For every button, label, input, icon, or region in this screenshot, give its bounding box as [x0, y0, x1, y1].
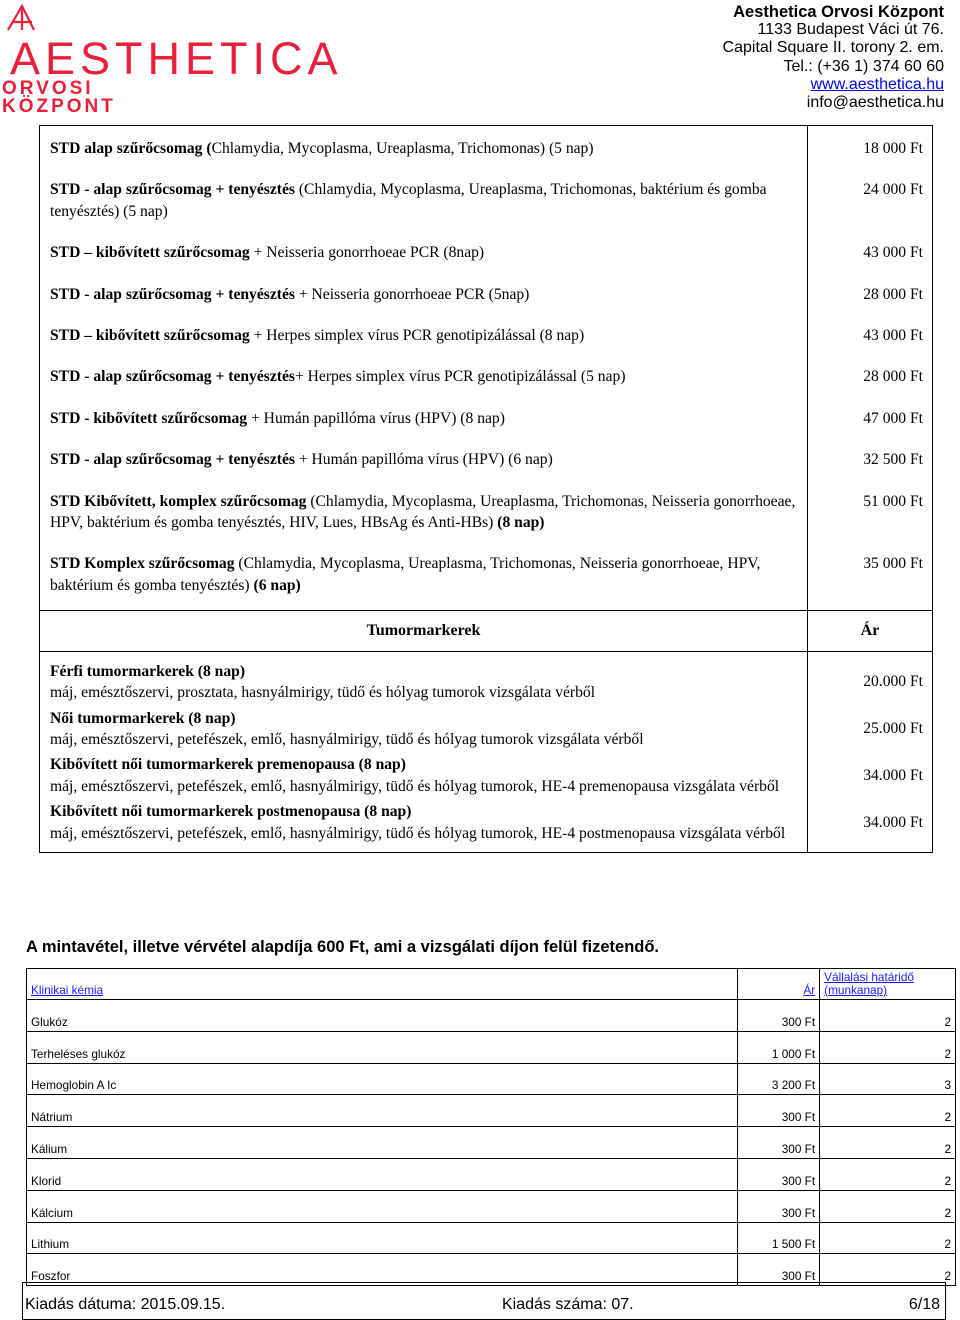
lab-test-deadline: 2	[820, 1222, 956, 1254]
clinic-phone: Tel.: (+36 1) 374 60 60	[783, 57, 944, 75]
std-package-row	[40, 397, 933, 438]
clinic-building: Capital Square II. torony 2. em.	[722, 39, 944, 57]
tumor-marker-scope: máj, emésztőszervi, petefészek, emlő, hasnyálmirigy, tüdő és hólyag tumorok vizsgálata vérből	[50, 730, 644, 748]
lab-test-name: Kálcium	[27, 1190, 738, 1222]
tumor-marker-description	[40, 799, 808, 852]
tumor-marker-row	[40, 752, 933, 799]
std-package-price: 24 000 Ft	[808, 168, 933, 231]
std-package-name: STD - alap szűrőcsomag + tenyésztés	[50, 285, 299, 303]
std-package-details: + Neisseria gonorrhoeae PCR (5nap)	[298, 285, 530, 303]
tumor-marker-scope: máj, emésztőszervi, petefészek, emlő, hasnyálmirigy, tüdő és hólyag tumorok, HE-4 premenopausa vizsgálata vérből	[50, 777, 780, 795]
lab-test-deadline: 2	[820, 1095, 956, 1127]
std-package-price: 35 000 Ft	[808, 542, 933, 610]
lab-test-deadline: 2	[820, 1127, 956, 1159]
lab-row	[27, 1190, 956, 1222]
lab-row	[27, 1127, 956, 1159]
footer-issue-date: Kiadás dátuma: 2015.09.15.	[25, 1296, 226, 1313]
lab-test-deadline: 2	[820, 1254, 956, 1286]
clinic-website-link[interactable]: www.aesthetica.hu	[810, 75, 944, 93]
std-package-name: STD – kibővített szűrőcsomag	[50, 327, 254, 345]
std-package-duration: (6 nap)	[253, 576, 301, 594]
logo-wordmark: AESTHETICA	[10, 33, 343, 84]
lab-row	[27, 1000, 956, 1032]
lab-test-name: Kálium	[27, 1127, 738, 1159]
lab-row	[27, 1158, 956, 1190]
std-package-price: 43 000 Ft	[808, 231, 933, 272]
tumor-marker-price: 25.000 Ft	[808, 706, 933, 753]
lab-test-deadline: 2	[820, 1158, 956, 1190]
aesthetica-logo	[0, 0, 343, 118]
std-package-details: Chlamydia, Mycoplasma, Ureaplasma, Trichomonas) (5 nap)	[211, 140, 594, 157]
tumor-section-title: Tumormarkerek	[40, 611, 808, 651]
std-package-name: STD - alap szűrőcsomag + tenyésztés	[50, 451, 299, 469]
clinic-address: 1133 Budapest Váci út 76.	[757, 21, 944, 39]
tumor-marker-description	[40, 651, 808, 705]
std-package-duration: (8 nap)	[497, 514, 545, 532]
std-package-name: STD – kibővített szűrőcsomag	[50, 244, 254, 262]
std-package-row	[40, 438, 933, 479]
lab-row	[27, 1254, 956, 1286]
tumor-marker-row	[40, 651, 933, 705]
std-tumor-price-table	[39, 125, 933, 853]
tumor-marker-name: Női tumormarkerek (8 nap)	[50, 709, 236, 727]
lab-test-price: 300 Ft	[738, 1000, 820, 1032]
std-package-description	[40, 438, 808, 479]
lab-test-price: 1 500 Ft	[738, 1222, 820, 1254]
lab-header-deadline: Vállalási határidő (munkanap)	[824, 970, 914, 997]
std-package-details: + Herpes simplex vírus PCR genotipizálással (5 nap)	[294, 368, 626, 386]
footer-issue-number: Kiadás száma: 07.	[502, 1296, 634, 1313]
tumor-marker-price: 34.000 Ft	[808, 799, 933, 852]
lab-header-price: Ár	[803, 983, 816, 997]
std-package-row	[40, 542, 933, 610]
std-package-name: STD Komplex szűrőcsomag	[50, 555, 239, 573]
lab-test-price: 300 Ft	[738, 1158, 820, 1190]
std-package-row	[40, 273, 933, 314]
lab-header-name: Klinikai kémia	[31, 983, 104, 997]
tumor-items-body	[40, 651, 933, 852]
std-package-name: STD - alap szűrőcsomag + tenyésztés	[50, 181, 299, 199]
lab-test-price: 300 Ft	[738, 1127, 820, 1159]
std-package-price: 51 000 Ft	[808, 480, 933, 543]
std-package-description	[40, 397, 808, 438]
std-package-name: STD Kibővített, komplex szűrőcsomag	[50, 492, 311, 510]
clinic-name: Aesthetica Orvosi Központ	[733, 3, 944, 21]
lab-test-deadline: 2	[820, 1031, 956, 1063]
lab-test-price: 3 200 Ft	[738, 1063, 820, 1095]
lab-row	[27, 1063, 956, 1095]
clinic-email: info@aesthetica.hu	[806, 94, 944, 112]
std-package-description	[40, 355, 808, 396]
sampling-fee-note: A mintavétel, illetve vérvétel alapdíja 600 Ft, ami a vizsgálati díjon felül fizetendő.	[26, 938, 660, 956]
contact-block	[723, 3, 944, 112]
tumor-marker-description	[40, 706, 808, 753]
lab-test-name: Klorid	[27, 1158, 738, 1190]
lab-test-name: Nátrium	[27, 1095, 738, 1127]
tumor-price-header: Ár	[808, 611, 933, 651]
lab-test-price: 300 Ft	[738, 1254, 820, 1286]
lab-test-name: Hemoglobin A Ic	[27, 1063, 738, 1095]
lab-header-row	[27, 969, 956, 1000]
std-package-row	[40, 314, 933, 355]
std-package-name: STD - alap szűrőcsomag + tenyésztés	[50, 368, 295, 386]
tumor-marker-price: 34.000 Ft	[808, 752, 933, 799]
tumor-marker-scope: máj, emésztőszervi, prosztata, hasnyálmirigy, tüdő és hólyag tumorok vizsgálata vérből	[50, 684, 596, 702]
tumor-marker-price: 20.000 Ft	[808, 651, 933, 705]
std-package-row	[40, 355, 933, 396]
std-package-price: 32 500 Ft	[808, 438, 933, 479]
tumor-marker-row	[40, 706, 933, 753]
std-package-description	[40, 542, 808, 610]
lab-test-name: Lithium	[27, 1222, 738, 1254]
lab-rows-body	[27, 1000, 956, 1286]
logo-crown-icon	[8, 6, 34, 30]
std-package-details: + Humán papillóma vírus (HPV) (6 nap)	[298, 451, 553, 469]
lab-test-deadline: 2	[820, 1190, 956, 1222]
logo-sub-orvosi: ORVOSI	[2, 78, 94, 99]
lab-test-name: Foszfor	[27, 1254, 738, 1286]
tumor-marker-row	[40, 799, 933, 852]
std-package-details: + Humán papillóma vírus (HPV) (8 nap)	[250, 409, 505, 427]
page-footer	[22, 1282, 946, 1320]
std-package-description	[40, 314, 808, 355]
std-package-description	[40, 126, 808, 169]
tumor-marker-name: Kibővített női tumormarkerek postmenopausa (8 nap)	[50, 803, 412, 821]
std-package-name: STD alap szűrőcsomag (	[50, 140, 212, 157]
std-package-price: 28 000 Ft	[808, 355, 933, 396]
lab-test-price: 300 Ft	[738, 1190, 820, 1222]
std-package-row	[40, 231, 933, 272]
lab-row	[27, 1031, 956, 1063]
std-package-details: (Chlamydia, Mycoplasma, Ureaplasma, Trichomonas, Neisseria gonorrhoeae, HPV, baktérium és gomba tenyésztés, HIV, Lues, HBsAg és Anti-HBs)	[50, 492, 796, 532]
lab-test-name: Terheléses glukóz	[27, 1031, 738, 1063]
lab-test-price: 1 000 Ft	[738, 1031, 820, 1063]
std-package-price: 47 000 Ft	[808, 397, 933, 438]
logo-sub-kozpont: KÖZPONT	[2, 96, 116, 117]
tumor-header-row	[40, 611, 933, 651]
std-package-name: STD - kibővített szűrőcsomag	[50, 409, 251, 427]
lab-test-deadline: 2	[820, 1000, 956, 1032]
footer-page-number: 6/18	[908, 1296, 940, 1313]
lab-test-deadline: 3	[820, 1063, 956, 1095]
clinical-chemistry-table	[26, 968, 956, 1286]
tumor-marker-name: Férfi tumormarkerek (8 nap)	[50, 662, 246, 680]
std-package-details: (Chlamydia, Mycoplasma, Ureaplasma, Trichomonas, baktérium és gomba tenyésztés) (5 nap)	[50, 181, 767, 220]
std-package-description	[40, 168, 808, 231]
lab-test-name: Glukóz	[27, 1000, 738, 1032]
std-package-details: + Neisseria gonorrhoeae PCR (8nap)	[253, 244, 485, 262]
std-package-price: 28 000 Ft	[808, 273, 933, 314]
std-package-price: 18 000 Ft	[808, 126, 933, 169]
std-package-details: + Herpes simplex vírus PCR genotipizálással (8 nap)	[253, 327, 585, 345]
lab-test-price: 300 Ft	[738, 1095, 820, 1127]
std-package-description	[40, 273, 808, 314]
std-package-row	[40, 480, 933, 543]
std-package-description	[40, 480, 808, 543]
tumor-marker-scope: máj, emésztőszervi, petefészek, emlő, hasnyálmirigy, tüdő és hólyag tumorok, HE-4 postmenopausa vizsgálata vérből	[50, 824, 786, 842]
tumor-marker-description	[40, 752, 808, 799]
std-package-details: (Chlamydia, Mycoplasma, Ureaplasma, Trichomonas, Neisseria gonorrhoeae, HPV, baktérium és gomba tenyésztés)	[50, 555, 761, 594]
lab-row	[27, 1095, 956, 1127]
std-packages-body	[40, 126, 933, 611]
std-package-row	[40, 126, 933, 169]
std-package-description	[40, 231, 808, 272]
std-package-price: 43 000 Ft	[808, 314, 933, 355]
std-package-row	[40, 168, 933, 231]
tumor-marker-name: Kibővített női tumormarkerek premenopausa (8 nap)	[50, 756, 406, 774]
lab-row	[27, 1222, 956, 1254]
tumor-section-body	[40, 611, 933, 651]
